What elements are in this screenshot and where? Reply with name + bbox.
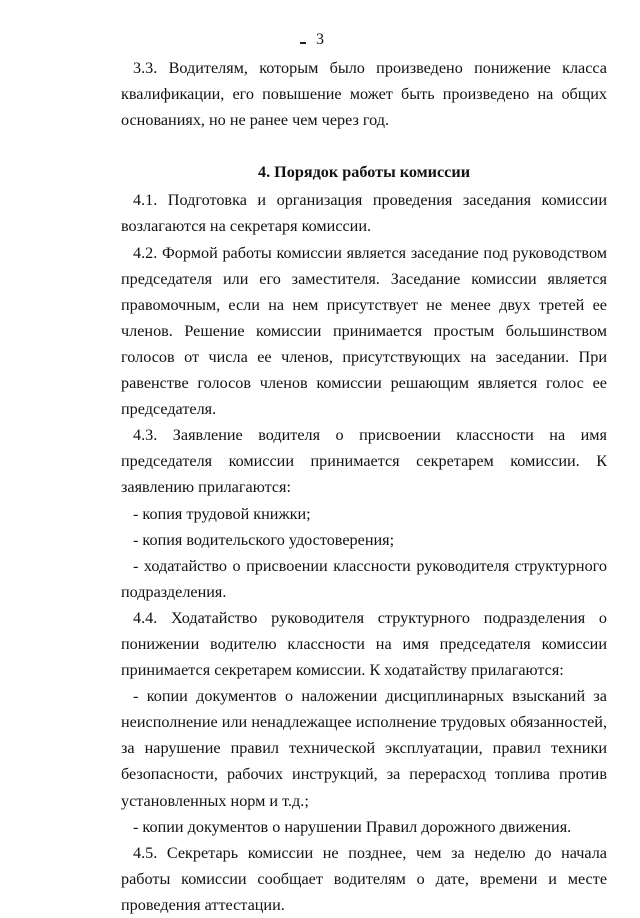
paragraph-4-5: 4.5. Секретарь комиссии не позднее, чем за неделю до начала работы комиссии сообщает водителям о дате, времени и месте проведения аттестации. <box>121 843 607 914</box>
paragraph-3-3: 3.3. Водителям, которым было произведено понижение класса квалификации, его повышение может быть произведено на общих основаниях, но не ранее чем через год. <box>121 59 607 130</box>
list-item: - копия водительского удостоверения; <box>133 530 395 549</box>
page-number: 3 <box>316 31 324 48</box>
paragraph-4-2: 4.2. Формой работы комиссии является заседание под руководством председателя или его заместителя. Заседание комиссии является правомочным, если на нем присутствует не менее двух третей ее членов. Решение комиссии принимается простым большинством голосов от числа ее членов, присутствующих на заседании. При равенстве голосов членов комиссии решающим является голос ее председателя. <box>121 243 607 419</box>
document-body <box>121 55 607 918</box>
paragraph-4-3: 4.3. Заявление водителя о присвоении классности на имя председателя комиссии принимается секретарем комиссии. К заявлению прилагаются: <box>121 426 607 497</box>
paragraph-4-4: 4.4. Ходатайство руководителя структурного подразделения о понижении водителю классности на имя председателя комиссии принимается секретарем комиссии. К ходатайству прилагаются: <box>121 608 607 680</box>
list-item: - копии документов о нарушении Правил дорожного движения. <box>133 817 572 836</box>
section-heading-4: 4. Порядок работы комиссии <box>257 163 471 182</box>
list-item: - копия трудовой книжки; <box>133 504 311 523</box>
paragraph-4-1: 4.1. Подготовка и организация проведения заседания комиссии возлагаются на секретаря комиссии. <box>121 191 607 236</box>
list-item: - ходатайство о присвоении классности руководителя структурного подразделения. <box>121 556 607 601</box>
scan-artifact-mark <box>300 42 306 44</box>
list-item: - копии документов о наложении дисциплинарных взысканий за неисполнение или ненадлежащее исполнение трудовых обязанностей, за нарушение правил технической эксплуатации, правил техники безопасности, рабочих инструкций, за перерасход топлива против установленных норм и т.д.; <box>121 687 607 810</box>
